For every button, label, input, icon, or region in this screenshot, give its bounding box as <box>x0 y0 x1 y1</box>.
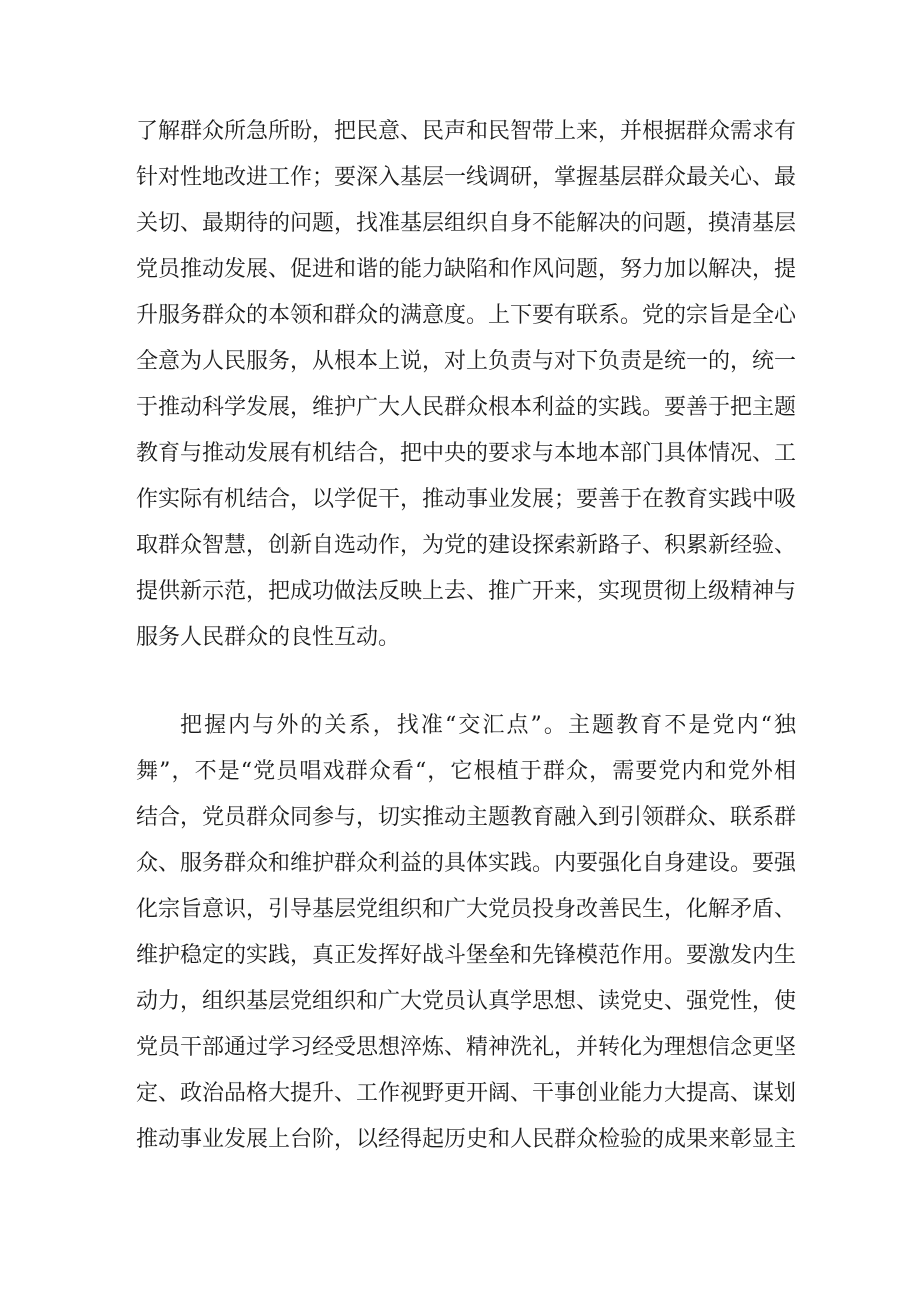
text-line: 了解群众所急所盼，把民意、民声和民智带上来，并根据群众需求有 <box>136 119 797 144</box>
text-line: 化宗旨意识，引导基层党组织和广大党员投身改善民生，化解矛盾、 <box>136 897 797 922</box>
paragraph-2 <box>136 703 796 1163</box>
text-line: 升服务群众的本领和群众的满意度。上下要有联系。党的宗旨是全心 <box>136 303 797 328</box>
text-line: 维护稳定的实践，真正发挥好战斗堡垒和先锋模范作用。要激发内生 <box>136 943 797 968</box>
text-line: 于推动科学发展，维护广大人民群众根本利益的实践。要善于把主题 <box>136 395 797 420</box>
text-line: 把握内与外的关系，找准“交汇点”。主题教育不是党内“独 <box>180 713 796 738</box>
text-line: 作实际有机结合，以学促干，推动事业发展；要善于在教育实践中吸 <box>136 487 797 512</box>
text-line: 教育与推动发展有机结合，把中央的要求与本地本部门具体情况、工 <box>136 441 797 466</box>
text-line: 推动事业发展上台阶，以经得起历史和人民群众检验的成果来彰显主 <box>136 1127 797 1152</box>
text-line: 定、政治品格大提升、工作视野更开阔、干事创业能力大提高、谋划 <box>136 1081 797 1106</box>
text-line: 结合，党员群众同参与，切实推动主题教育融入到引领群众、联系群 <box>136 805 797 830</box>
paragraph-1 <box>136 109 796 661</box>
text-line: 动力，组织基层党组织和广大党员认真学思想、读党史、强党性，使 <box>136 989 797 1014</box>
text-line: 提供新示范，把成功做法反映上去、推广开来，实现贯彻上级精神与 <box>136 579 797 604</box>
text-line: 服务人民群众的良性互动。 <box>136 625 401 650</box>
text-line: 全意为人民服务，从根本上说，对上负责与对下负责是统一的，统一 <box>136 349 797 374</box>
text-line: 党员干部通过学习经受思想淬炼、精神洗礼，并转化为理想信念更坚 <box>136 1035 797 1060</box>
text-line: 舞”，不是“党员唱戏群众看“，它根植于群众，需要党内和党外相 <box>136 759 796 784</box>
text-line: 党员推动发展、促进和谐的能力缺陷和作风问题，努力加以解决，提 <box>136 257 797 282</box>
text-line: 关切、最期待的问题，找准基层组织自身不能解决的问题，摸清基层 <box>136 211 797 236</box>
text-line: 取群众智慧，创新自选动作，为党的建设探索新路子、积累新经验、 <box>136 533 797 558</box>
text-line: 针对性地改进工作；要深入基层一线调研，掌握基层群众最关心、最 <box>136 165 797 190</box>
text-line: 众、服务群众和维护群众利益的具体实践。内要强化自身建设。要强 <box>136 851 797 876</box>
